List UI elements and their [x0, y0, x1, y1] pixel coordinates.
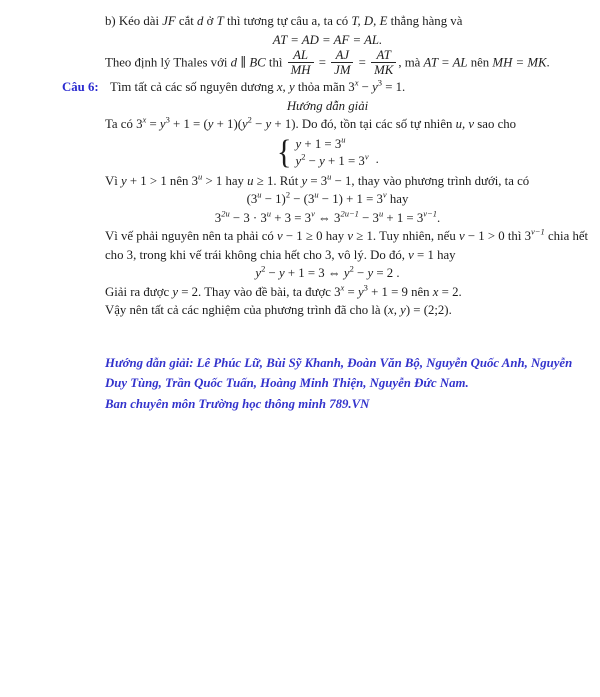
question-6-text [110, 78, 405, 97]
text-run: y [172, 284, 179, 299]
text-run: 2 [285, 189, 291, 200]
text-run: 3 [348, 80, 355, 94]
text-run: = [344, 284, 358, 299]
fraction-numerator: AL [293, 48, 309, 62]
text-run: − [305, 153, 320, 168]
text-run: y [278, 266, 285, 280]
text-run: y [295, 136, 302, 151]
text-run: Vậy nên tất cả các nghiệm của phương trình đã cho là ( [105, 303, 389, 317]
text-run: , mà [398, 55, 424, 70]
text-run: (3 [246, 192, 258, 206]
equation-at-ad-af-al [105, 31, 550, 50]
text-run: v [277, 229, 283, 243]
text-run: + 1 = 3 [301, 136, 342, 151]
text-run: 2u−1 [340, 208, 359, 219]
paragraph-conclusion [105, 301, 550, 320]
text-run: u [378, 208, 384, 219]
text-run: > 1 hay [202, 173, 248, 188]
text-run: − 1 ≥ 0 hay [282, 229, 348, 243]
text-run: AT = AL [423, 55, 468, 70]
text-run: ∥ [237, 55, 250, 70]
text-run: + 1)( [213, 117, 242, 131]
text-run: v [458, 229, 465, 243]
text-run: = 2. [438, 284, 462, 299]
text-run: thì tương tự câu a, ta có [223, 14, 352, 28]
text-run: + 3 = 3 [271, 210, 312, 225]
credits-line-3: Ban chuyên môn Trường học thông minh 789.VN [105, 396, 370, 411]
fraction-denominator: MK [371, 62, 396, 77]
text-run: 3 [377, 77, 383, 88]
text-run: 2 [247, 114, 252, 125]
text-run: Vì vế phải nguyên nên ta phải có [105, 229, 277, 243]
text-run: ) = (2;2). [405, 303, 452, 317]
system-period: . [375, 151, 379, 166]
paragraph-thales [105, 49, 550, 78]
text-run: − [353, 266, 368, 280]
text-run: y [372, 80, 378, 94]
text-run: − 1) + 1 = 3 [318, 192, 383, 206]
text-run: thì [265, 55, 286, 70]
equation-powers [105, 209, 550, 228]
text-run: y [295, 153, 302, 168]
fraction-denominator: MH [288, 62, 314, 77]
text-run: + 1 = 9 nên [367, 284, 433, 299]
credits-line-2: Duy Tùng, Trần Quốc Tuấn, Hoàng Minh Thiện, Nguyễn Đức Nam. [105, 376, 469, 390]
text-run: u [257, 189, 262, 200]
text-run: ở [203, 14, 217, 28]
text-run: thẳng hàng và [387, 14, 463, 28]
text-run: y [121, 173, 127, 188]
text-run: u [327, 171, 332, 182]
solution-heading: Hướng dẫn giải [286, 98, 369, 113]
text-run: u [341, 134, 346, 145]
text-run: Theo định lý Thales với [105, 55, 231, 70]
text-run: − 1, thay vào phương trình dưới, ta có [331, 173, 530, 188]
text-run: x [432, 284, 439, 299]
text-run: d [230, 55, 238, 70]
text-run: 2 [349, 263, 354, 274]
text-run: = 2 . [373, 266, 400, 280]
text-run: y [159, 117, 166, 131]
text-run: ≥ 1. Rút [253, 173, 302, 188]
text-run: − [358, 80, 373, 94]
paragraph-vi-3 [105, 246, 550, 265]
text-run: y [367, 266, 374, 280]
text-run: − 1 > 0 thì 3 [464, 229, 531, 243]
text-run: chia hết [544, 229, 589, 243]
text-run: = 3 [307, 173, 328, 188]
system-equation-1 [296, 136, 369, 153]
equation-system [105, 135, 550, 171]
text-run: y [319, 153, 325, 168]
text-run: 2 [301, 151, 306, 162]
text-run: + 1 = 3 [324, 153, 365, 168]
text-run: x [354, 77, 359, 88]
text-run: v [408, 247, 414, 262]
text-run: u [198, 171, 203, 182]
text-run: x, y [276, 80, 295, 94]
fraction [288, 48, 314, 77]
credits-line-1: Hướng dẫn giải: Lê Phúc Lữ, Bùi Sỹ Khanh, Đoàn Văn Bộ, Nguyễn Quốc Anh, Nguyễn [105, 355, 573, 370]
text-run: ⇔ 3 [314, 210, 341, 225]
paragraph-giai [105, 283, 550, 302]
text-run: y [255, 266, 262, 280]
text-run: Giải ra được [105, 284, 173, 299]
fraction-numerator: AT [376, 48, 391, 62]
text-run: 3 [136, 117, 143, 131]
text-run: nên [467, 55, 493, 70]
equation-expanded [105, 190, 550, 209]
text-run: v [347, 229, 354, 243]
paragraph-vi-2 [105, 226, 589, 246]
question-6-label: Câu 6: [62, 80, 99, 94]
text-run: T, D, E [351, 14, 388, 28]
question-6-row [62, 78, 550, 97]
text-run: 3 [214, 210, 222, 225]
text-run: v [311, 208, 315, 219]
text-run: u [266, 208, 272, 219]
text-run: u [247, 173, 254, 188]
text-run: x, y [388, 303, 406, 317]
text-run: − 3 · 3 [229, 210, 267, 225]
text-run: x [340, 282, 345, 293]
text-run: Vì [105, 173, 121, 188]
text-run: − [265, 266, 279, 280]
text-run: JF [162, 14, 176, 28]
fraction [331, 48, 353, 77]
text-run: − 1) [261, 192, 286, 206]
text-run: + 1 > 1 nên 3 [126, 173, 198, 188]
text-run: AT = AD = AF = AL. [272, 32, 383, 47]
system-brace: { [277, 133, 292, 171]
text-run: Tìm tất cả các số nguyên dương [110, 80, 277, 94]
credits-block [105, 353, 573, 415]
text-run: 3 [363, 282, 368, 293]
text-run: sao cho [474, 117, 517, 131]
text-run: y [301, 173, 308, 188]
text-run: Ta có [105, 117, 137, 131]
text-run: = 1. [382, 80, 406, 94]
text-run: v−1 [530, 226, 545, 237]
text-run: = 2. Thay vào đề bài, ta được 3 [178, 284, 341, 299]
text-run: u, v [455, 117, 475, 131]
paragraph-ta-co [105, 115, 550, 134]
text-run: cho 3, trong khi vế trái không chia hết cho 3, vô lý. Do đó, [105, 247, 409, 262]
text-run: = 1 hay [413, 247, 456, 262]
paragraph-part-b [105, 12, 550, 31]
text-run: ≥ 1. Tuy nhiên, nếu [353, 229, 459, 243]
text-run: y [343, 266, 350, 280]
text-run: = [146, 117, 160, 131]
fraction-denominator: JM [331, 62, 353, 77]
text-run: y [265, 117, 272, 131]
text-run: v [364, 151, 369, 162]
text-run: b) Kéo dài [105, 14, 163, 28]
text-run: − (3 [290, 192, 315, 206]
system-equation-2 [296, 153, 369, 170]
text-run: − [251, 117, 266, 131]
text-run: = [315, 55, 330, 70]
text-run: + 1). Do đó, tồn tại các số tự nhiên [271, 117, 456, 131]
text-run: 2 [261, 263, 266, 274]
text-run: y [357, 284, 364, 299]
text-run: + 1 = ( [169, 117, 208, 131]
text-run: − 3 [358, 210, 379, 225]
text-run: cắt [175, 14, 198, 28]
text-run: T [216, 14, 224, 28]
paragraph-vi-1 [105, 172, 550, 191]
text-run: d [197, 14, 204, 28]
text-run: u [314, 189, 319, 200]
text-run: + 1 = 3 ⇔ [284, 266, 344, 280]
fraction-numerator: AJ [335, 48, 350, 62]
text-run: . [437, 210, 441, 225]
fraction [371, 48, 396, 77]
text-run: . [546, 55, 550, 70]
text-run: x [142, 114, 147, 125]
equation-quadratic [105, 264, 550, 283]
text-run: 2u [221, 208, 230, 219]
system-equations [296, 136, 369, 170]
text-run: = [355, 55, 370, 70]
text-run: hay [386, 192, 409, 206]
text-run: v [382, 189, 387, 200]
text-run: v−1 [423, 208, 437, 219]
text-run: y [241, 117, 248, 131]
text-run: 3 [165, 114, 170, 125]
text-run: y [207, 117, 214, 131]
text-run: MH = MK [492, 55, 547, 70]
text-run: thỏa mãn [294, 80, 349, 94]
text-run: + 1 = 3 [383, 210, 424, 225]
text-run: BC [249, 55, 266, 70]
